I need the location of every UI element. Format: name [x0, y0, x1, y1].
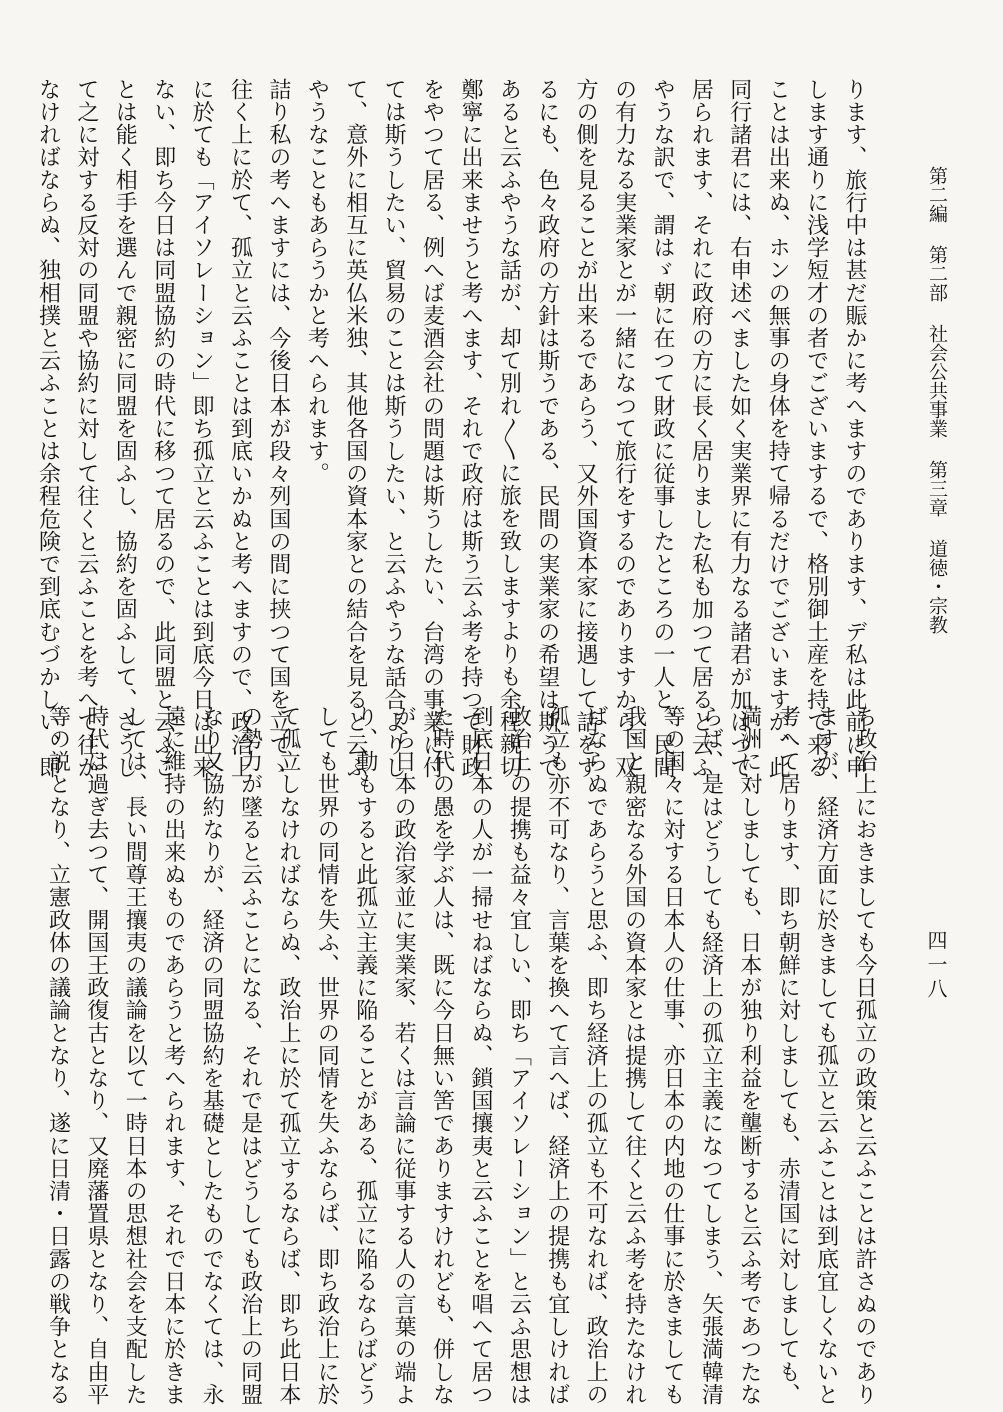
text-line: なり又協約なりが、経済の同盟協約を基礎としたものでなくては、永 [199, 705, 225, 1406]
text-line: 孤立も亦不可なり、言葉を換へて言へば、経済上の提携も宜しければ [544, 705, 570, 1406]
text-line: なければならぬ、独相撲と云ふことは余程危険で到底むづかしい、即 [35, 78, 61, 779]
text-line: ことは出来ぬ、ホンの無事の身体を持て帰るだけでございますが、此 [765, 78, 791, 779]
text-line: て之に対する反対の同盟や協約に対して往くと云ふことを考へて往か [73, 78, 99, 779]
text-line: ち政治上におきましても今日孤立の政策と云ふことは許さぬのであり [852, 705, 877, 1406]
text-line: 我国と親密なる外国の資本家とは提携して往くと云ふ考を持たなけれ [621, 705, 647, 1406]
text-line: します通りに浅学短才の者でございまするで、格別御土産を持て来る [803, 78, 829, 779]
text-line: 到底日本の人が一掃せねばならぬ、鎖国攘夷と云ふことを唱へて居つ [467, 705, 493, 1406]
running-header [924, 166, 951, 686]
header-topic: 道徳・宗教 [926, 539, 948, 634]
text-line: らば、是はどうしても経済上の孤立主義になつてしまう、矢張満韓清 [698, 705, 724, 1406]
text-line: をやつて居る、例へば麦酒会社の問題は斯うしたい、台湾の事業に付 [419, 78, 445, 779]
text-line: た時代の愚を学ぶ人は、既に今日無い筈でありますけれども、併しな [429, 705, 455, 1406]
text-line: ない、即ち今日は同盟協約の時代に移つて居るので、此同盟と云ふこ [150, 78, 176, 779]
text-line: しては、長い間尊王攘夷の議論を以て一時日本の思想社会を支配した [122, 705, 148, 1406]
text-line: とは能く相手を選んで親密に同盟を固ふし、協約を固ふして、さうし [112, 78, 138, 779]
text-line: 遠に維持の出来ぬものであらうと考へられます、それで日本に於きま [160, 705, 186, 1406]
text-line: の有力なる実業家とが一緒になつて旅行をするのでありますから、双 [611, 78, 637, 779]
text-line: 居られます、それに政府の方に長く居りました私も加つて居ると云ふ [688, 78, 714, 779]
text-line: しても世界の同情を失ふ、世界の同情を失ふならば、即ち政治上に於 [314, 705, 340, 1406]
text-line: やうなこともあらうかと考へられます。 [304, 78, 330, 485]
text-line: に於ても「アイソレーション」即ち孤立と云ふことは到底今日は出来 [189, 78, 215, 779]
text-line: り、動もすると此孤立主義に陥ることがある、孤立に陥るならばどう [352, 705, 378, 1406]
text-line: 同行諸君には、右申述べました如く実業界に有力なる諸君が加はつて [726, 78, 752, 779]
text-line: ります、旅行中は甚だ賑かに考へますのであります、デ私は此前に申 [842, 78, 867, 779]
text-line: の勢力が墜ると云ふことになる、それで是はどうしても政治上の同盟 [237, 705, 263, 1406]
lower-text-block [45, 705, 883, 1406]
header-chapter: 第三章 [926, 460, 948, 517]
text-line: 考へて居ります、即ち朝鮮に対しましても、赤清国に対しましても、 [775, 705, 801, 1406]
text-line: 詰り私の考へますには、今後日本が段々列国の間に挟つて国を立てゝ [265, 78, 291, 779]
text-line: がら日本の政治家並に実業家、若くは言論に従事する人の言葉の端よ [391, 705, 417, 1406]
text-line: 鄭寧に出来ませうと考へます、それで政府は斯う云ふ考を持つて財政 [457, 78, 483, 779]
text-line: ては斯うしたい、貿易のことは斯うしたい、と云ふやうな話合よりし [381, 78, 407, 779]
text-line: ばならぬであらうと思ふ、即ち経済上の孤立も不可なれば、政治上の [583, 705, 609, 1406]
header-volume: 第二編 [926, 166, 948, 223]
text-line: て、意外に相互に英仏米独、其他各国の資本家との結合を見ると云ふ [342, 78, 368, 779]
text-line: 政治上の提携も益々宜しい、即ち「アイソレーション」と云ふ思想は [506, 705, 532, 1406]
header-part: 第二部 [926, 245, 948, 302]
page-number: 四一八 [924, 930, 948, 1002]
text-line: 往く上に於て、孤立と云ふことは到底いかぬと考へますので、政治上 [227, 78, 253, 779]
text-line: あると云ふやうな話が、却て別れ〳〵に旅を致しますよりも余程親切 [496, 78, 522, 778]
upper-text-block [35, 78, 873, 779]
text-line: て孤立しなければならぬ、政治上に於て孤立するならば、即ち此日本 [275, 705, 301, 1406]
text-line: やうな訳で、謂はゞ朝に在つて財政に従事したところの一人と、民間 [649, 78, 675, 779]
text-line: 等の説となり、立憲政体の議論となり、遂に日清・日露の戦争となる [45, 705, 71, 1406]
header-section: 社会公共事業 [926, 324, 948, 438]
text-line: ますが、経済方面に於きましても孤立と云ふことは到底宜しくないと [813, 705, 839, 1406]
text-line: るにも、色々政府の方針は斯うである、民間の実業家の希望は斯うで [534, 78, 560, 779]
text-line: 時代は過ぎ去つて、開国王政復古となり、又廃藩置県となり、自由平 [83, 705, 109, 1406]
text-line: 方の側を見ることが出来るであらう、又外国資本家に接遇して話をす [573, 78, 599, 779]
text-line: 満洲に対しましても、日本が独り利益を壟断すると云ふ考であつたな [736, 705, 762, 1406]
text-line: 等の国々に対する日本人の仕事、亦日本の内地の仕事に於きましても [659, 705, 685, 1406]
